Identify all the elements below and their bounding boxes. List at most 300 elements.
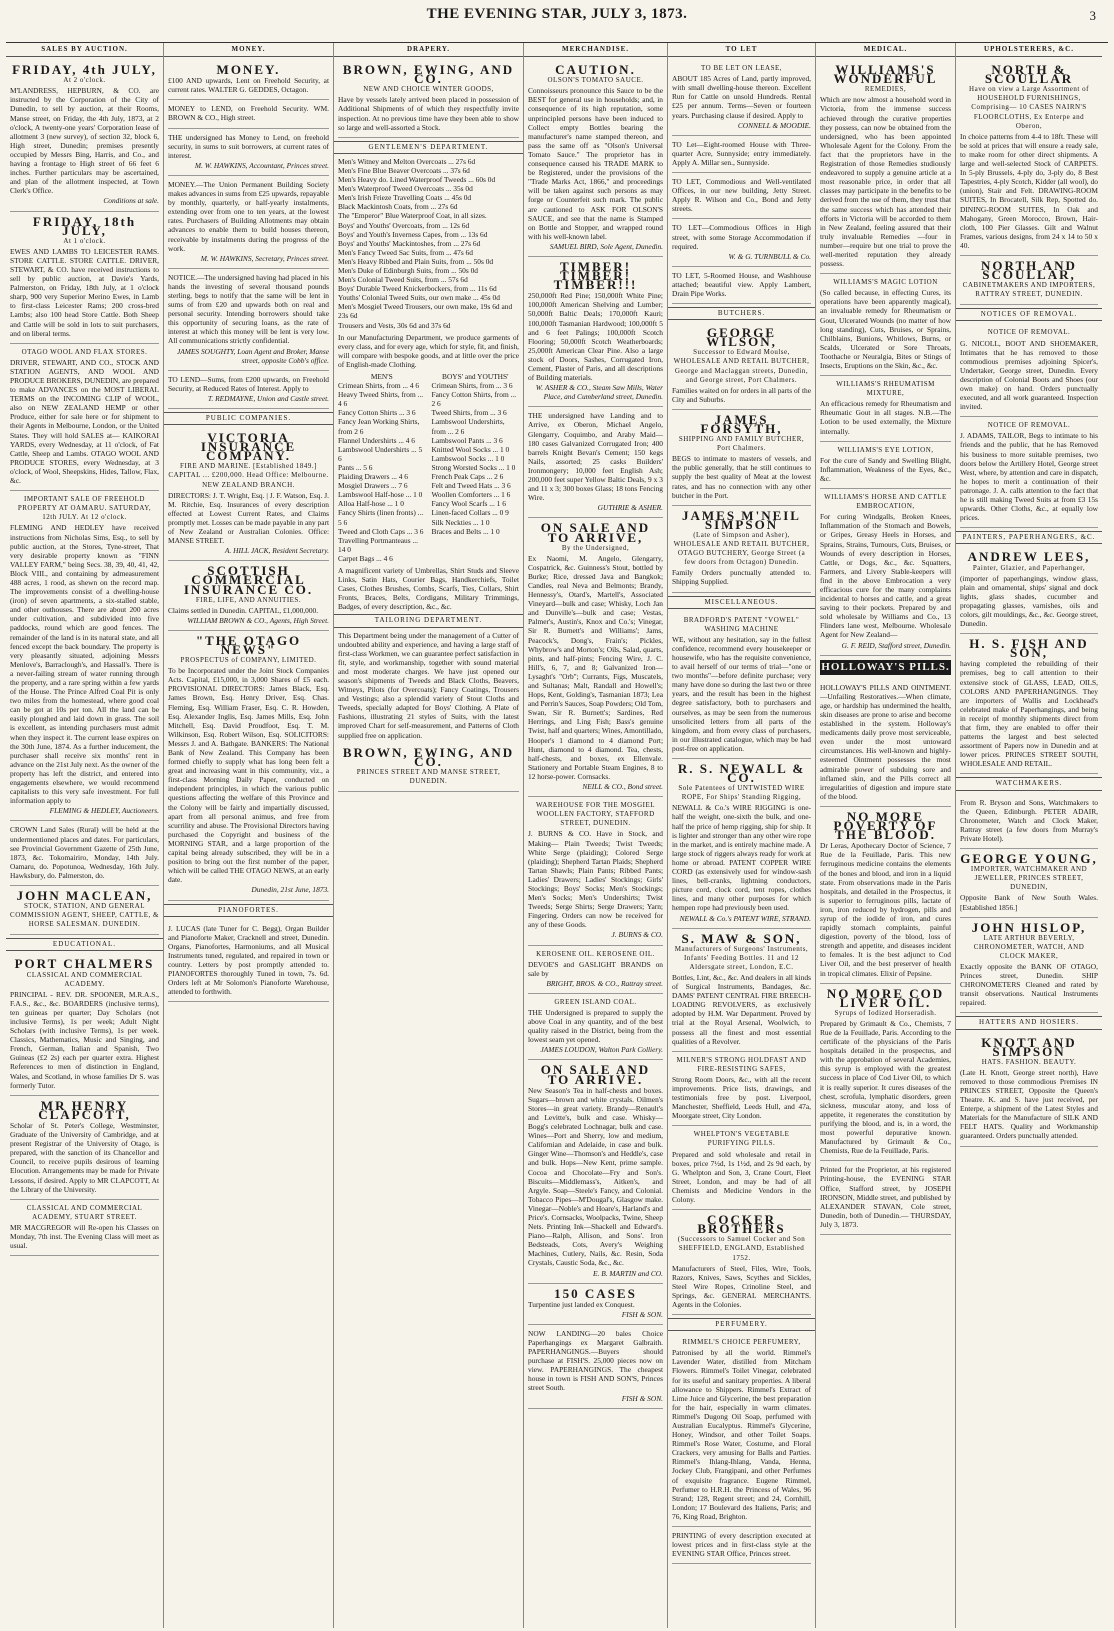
ad-list bbox=[820, 60, 951, 656]
ad-signature: Conditions at sale. bbox=[103, 196, 159, 206]
ad-body: PRINCIPAL - REV. DR. SPOONER, M.R.A.S., F.A.S., &c., &c. BOARDERS (inclusive terms), ten guineas per quarter; Day Scholars (not inclusive Terms), 1s per week; Adult Night Scholars (with inclusive Terms), 1s per week. Classics, Mathematics, Music and Singing, and French, German, Italian and Spanish, Two Guineas (£2 2s) each per quarter extra. Highest References to men of distinction in England, Wales, and Scotland, in whose families Dr S. was formerly Tutor. bbox=[10, 989, 159, 1090]
list-item: Lambswool Undershirts, from ... 2 6 bbox=[431, 417, 505, 436]
list-item: Carpet Bags ... 4 6 bbox=[338, 553, 393, 563]
advertisement bbox=[820, 60, 951, 274]
ad-body: HOLLOWAY'S PILLS AND OINTMENT.—Unfailing Restoratives.—When climate, age, or hardship has undermined the health, skin diseases are prone to arise and become established in the system. Holloway's medicaments daily prove most serviceable, even under the most untoward circumstances. His well-known and highly-esteemed Ointment possesses the most admirable power of subduing sore and inflamed skin, and the Pills correct all irregularities of digestion and impure state of the blood. bbox=[820, 682, 951, 801]
ad-headline: 150 CASES bbox=[554, 1285, 637, 1301]
advertisement bbox=[672, 219, 811, 266]
advertisement bbox=[960, 918, 1098, 1014]
paragraph: This Department being under the management of a Cutter of undoubted ability and experience, and having a large staff of first-class Workmen, we can guarantee perfect satisfaction in fit, style, and workmanship, together with sound material and most moderate charges. We have just opened our season's shipments of Tweeds and Black Cloths, Beavers, Witneys, Pilots (for Overcoats); Fancy Coatings, Trousers and Vestings; also a splendid variety of Stout Cloths and Tweeds, specially adapted for Boys' Clothing. A Plate of Fashions, illustrating 21 styles of Suits, with the latest improved Chart for self-measurement, and Patterns of Cloth supplied free on application. bbox=[338, 630, 519, 740]
ad-headline: FRIDAY, 18th JULY, bbox=[32, 213, 137, 238]
ad-headline: VICTORIA INSURANCE COMPANY. bbox=[200, 430, 297, 464]
ad-body: 250,000ft Red Pine; 150,000ft White Pine; 100,000ft American Shelving and Lumber; 50,000ft Baltic Deals; 170,000ft Kauri; 100,000ft Tasmanian Hardwood; 100,000ft 5 and 6 feet Palings; 100,000ft Scotch Flooring; 50,000ft Scotch Weatherboards; 25,000ft American Clear Pine. Also a large stock of Doors, Sashes, Corrugated Iron, Cement, Plaster of Paris, and all descriptions of Building materials. bbox=[528, 291, 663, 383]
ad-body: Dr Leras, Apothecary Doctor of Science, 7 Rue de la Feuillade, Paris. This new ferruginous medicine contains the elements of the bones and blood, and iron in a liquid state. From observations made in the Paris hospitals, and detailed in the Prospectus, it is superior to ferruginous pills, lactate of iron, iron reduced by hydrogen, pills and syrup of the iodide of iron, and cures rapidly stomach complaints, painful digestion, poverty of the blood, loss of strength and appetite, and diseases incident to females. It is the best adjunct to Cod Liver Oil, and the best preserver of health in tropical climates. Elixir of Pepsine. bbox=[820, 841, 951, 978]
advertisement bbox=[10, 60, 159, 211]
advertisement bbox=[960, 634, 1098, 774]
ad-signature: A. HILL JACK, Resident Secretary. bbox=[224, 546, 329, 556]
boys-items bbox=[432, 381, 520, 536]
ad-signature: W. ASHER & CO., Steam Saw Mills, Water Place, and Cumberland street, Dunedin. bbox=[535, 383, 663, 402]
advertisement bbox=[168, 631, 329, 901]
ad-body: TO LET, 5-Roomed House, and Washhouse attached; beautiful view. Apply Lambert, Drain Pipe Works. bbox=[672, 270, 811, 298]
ad-body: TO LET—Commodious Offices in High street, with some Storage Accommodation if required. bbox=[672, 223, 811, 251]
ad-body: BEGS to intimate to masters of vessels, and the public generally, that he still continues to supply the best quality of Meat at the lowest rates, and has no connection with any other butcher in the Port. bbox=[672, 454, 811, 500]
list-item: Knitted Wool Socks ... 1 0 bbox=[431, 444, 510, 454]
ad-caption: PROSPECTUS of COMPANY, LIMITED. bbox=[180, 656, 317, 665]
advertisement bbox=[168, 428, 329, 561]
ad-body: Family Orders punctually attended to. Shipping Supplied. bbox=[672, 568, 811, 587]
ad-caption: IMPORTANT SALE OF FREEHOLD PROPERTY AT OAMARU. SATURDAY, 12th JULY. At 12 o'clock. bbox=[17, 495, 152, 522]
section-heading: SALES BY AUCTION. bbox=[6, 43, 163, 57]
advertisement bbox=[820, 442, 951, 489]
ad-headline: WILLIAMS'S WONDERFUL bbox=[833, 62, 938, 87]
ad-body: PRINTING of every description executed at lowest prices and in first-class style at the EVENING STAR Office, Princes street. bbox=[672, 1531, 811, 1559]
ad-headline: ANDREW LEES, bbox=[967, 549, 1091, 565]
ad-headline: GEORGE YOUNG, bbox=[960, 851, 1098, 867]
list-item: Felt and Tweed Hats ... 3 6 bbox=[431, 481, 511, 491]
advertisement bbox=[528, 1325, 663, 1409]
ad-body: TO LET, Commodious and Well-ventilated Offices, in our new building, Jetty Street. Apply R. Wilson and Co., Bond and Jetty streets. bbox=[672, 177, 811, 214]
section-heading: DRAPERY. bbox=[334, 43, 523, 57]
ad-headline: NO MORE COD LIVER OIL. bbox=[826, 985, 945, 1010]
ad-signature: G. F. REID, Stafford street, Dunedin. bbox=[841, 640, 951, 650]
ad-body: EWES AND LAMBS TO LEICESTER RAMS. STORE CATTLE. STORE CATTLE. DRIVER, STEWART, & CO. have received instructions to sell by public auction, at Davie's Yards, Palmerston, on Friday, 18th July, at 1 o'clock sharp, 900 very Superior Merino Ewes, in Lamb to first-class Leicester Rams; 200 cross-bred Lambs; also 100 head Store Cattle. Both Sheep and Cattle will be sold in lots to suit purchasers, and on liberal terms. bbox=[10, 246, 159, 338]
table-heading: BOYS' and YOUTHS' bbox=[442, 372, 509, 381]
ad-headline: S. MAW & SON, bbox=[681, 930, 802, 946]
ad-signature: GUTHRIE & ASHER. bbox=[597, 503, 663, 513]
column-drapery bbox=[334, 43, 524, 1628]
ad-signature: BRIGHT, BROS. & CO., Rattray street. bbox=[546, 978, 663, 988]
ad-headline: JAMES FORSYTH, bbox=[700, 411, 783, 436]
list-item: French Peak Caps ... 2 6 bbox=[431, 472, 504, 482]
ad-signature: NEILL & CO., Bond street. bbox=[582, 782, 663, 792]
ad-list bbox=[10, 954, 159, 1256]
ad-body: THE undersigned has Money to Lend, on freehold security, in sums to suit borrowers, at current rates of interest. bbox=[168, 132, 329, 160]
ad-list bbox=[672, 1334, 811, 1564]
ad-signature: JAMES LOUDON, Walton Park Colliery. bbox=[540, 1045, 663, 1055]
price-list bbox=[338, 157, 519, 330]
advertisement bbox=[820, 376, 951, 442]
ad-caption: KEROSENE OIL. KEROSENE OIL. bbox=[536, 949, 655, 958]
list-item: Travelling Portmanteaus ... 14 0 bbox=[338, 535, 418, 554]
section-heading: TO LET bbox=[668, 43, 815, 57]
list-item: Men's Fine Blue Beaver Overcoats ... 37s 6d bbox=[338, 165, 470, 175]
ad-body: Exactly opposite the BANK OF OTAGO, Princes street, Dunedin. SHIP CHRONOMETERS Cleaned and rated by transit observations. Nautical Instruments repaired. bbox=[960, 961, 1098, 1008]
ad-body: WE, without any hesitation, say in the fullest confidence, recommend every housekeeper or housewife, who has the requisite convenience, to avail herself of our terms of trial—"one or two months"—before definite purchase; very many have done so during the last two or three years, and the result has been in the highest degree satisfactory, both to purchasers and ourselves, as may be seen from the numerous unsolicited letters from all parts of the kingdom, and from every class of purchasers, in our illustrated catalogue, which may be had post-free on application. bbox=[672, 634, 811, 753]
ad-body: £100 AND upwards, Lent on Freehold Security, at current rates. WALTER G. GEDDES, Octagon. bbox=[168, 76, 329, 95]
list-item: Plaiding Drawers ... 4 6 bbox=[338, 472, 408, 482]
list-item: Men's Heavy do. Lined Waterproof Tweeds ... 60s 0d bbox=[338, 175, 496, 185]
ad-signature: T. REDMAYNE, Union and Castle street. bbox=[207, 393, 329, 403]
advertisement bbox=[528, 257, 663, 407]
column-to-let bbox=[668, 43, 816, 1628]
ad-list bbox=[672, 323, 811, 592]
ad-caption: OLSON'S TOMATO SAUCE. bbox=[547, 76, 644, 85]
ad-caption: IMPORTER, WATCHMAKER AND JEWELLER, PRINCES STREET, DUNEDIN, bbox=[970, 865, 1088, 892]
ad-body: Prepared and sold wholesale and retail in boxes, price 7½d, 1s 1½d, and 2s 9d each, by G. Whelpton and Son, 3, Crane Court, Fleet Street, London, and may be had of all Chemists and Medicine Vendors in the Colony. bbox=[672, 1149, 811, 1205]
list-item: Lambswool Half-hose ... 1 0 bbox=[338, 490, 423, 500]
advertisement bbox=[672, 60, 811, 136]
list-item: Strong Worsted Socks ... 1 0 bbox=[431, 462, 516, 472]
advertisement bbox=[820, 1161, 951, 1235]
ad-body: Opposite Bank of New South Wales. [Established 1856.] bbox=[960, 893, 1098, 912]
ad-headline: GEORGE WILSON, bbox=[706, 325, 777, 350]
ad-caption: Manufacturers of Surgeons' Instruments, Infants' Feeding Bottles. 11 and 12 Aldersgate street, London, E.C. bbox=[674, 944, 809, 971]
ad-list bbox=[960, 60, 1098, 305]
ad-body: Scholar of St. Peter's College, Westminster, Graduate of the University of Cambridge, and at present Registrar of the University of Otago, is prepared, with the sanction of its Chancellor and Council, to receive pupils desirous of learning Elocution. Arrangements may be made for Private Lessons, if desired. Apply to MR CLAPCOTT, At the Library of the University. bbox=[10, 1120, 159, 1194]
ad-body: For curing Windgalls, Broken Knees, Inflammation of the Stomach and Bowels, or Gripes, Greasy Heels in Horses, and Sprains, Strains, Tumours, Cuts, Bruises, or Wounds of every description in Horses, Cattle, or Dogs, &c., &c. Squatters, Farmers, and Livery Stable-keepers will find in the above Embrocation a very efficacious cure for the many complaints incidental to horses and cattle, and a great saving to their pockets. Prepared by and sold wholesale by Williams and Co., 13 Flinders lane west, Melbourne. Wholesale Agent for New Zealand— bbox=[820, 512, 951, 640]
ad-list bbox=[10, 60, 159, 935]
ad-caption: WAREHOUSE FOR THE MOSGIEL WOOLLEN FACTORY, STAFFORD STREET, DUNEDIN. bbox=[535, 801, 656, 828]
advertisement bbox=[672, 1527, 811, 1564]
ad-body: New Season's Tea in half-chests and boxes. Sugars—brown and white crystals. Oilmen's Stores—in great variety. Brandy—Renault's and Levitte's, bulk and case. Whisky—Bogg's celebrated Lochnagar, bulk and case. Wines—Port and Sherry, low and medium, Californian and Adelaide, in case and bulk. Ginger Wine—Thomson's and Heddle's, case and bulk. Hops—New Kent, prime sample. Cocoa and Chocolate—Fry and Son's. Biscuits—Middlemass's, Aitken's, and Argyle. Soap—Steele's Fancy, and Colonial. Tobacco Pipes—M'Dougal's, Glasgow make. Vinegar—Noble's and Hoare's, Harland's and Price's. Cornsacks, Woolpacks, Twine, Sheep Nets. Printing Ink—Shackell and Edward's. Piano—Ralph, Allison, and Sons'. Iron Bedsteads, Cots, Avery's Weighing Machines, Cutlery, Nails, &c. Resin, Soda Crystals, Caustic Soda, &c., &c. bbox=[528, 1085, 663, 1268]
advertisement bbox=[672, 506, 811, 593]
section-heading: UPHOLSTERERS, &C. bbox=[956, 43, 1102, 57]
ad-caption: FIRE, LIFE, AND ANNUITIES. bbox=[195, 595, 302, 604]
ad-signature: CONNELL & MOODIE. bbox=[737, 120, 811, 130]
masthead bbox=[0, 0, 1114, 40]
ad-headline: R. S. NEWALL & CO. bbox=[677, 761, 806, 786]
list-item: Men's Waterproof Tweed Overcoats ... 35s 0d bbox=[338, 184, 473, 194]
ad-headline: SCOTTISH COMMERCIAL INSURANCE CO. bbox=[183, 563, 314, 597]
ad-headline: H. S. FISH AND SON, bbox=[969, 636, 1089, 661]
advertisement bbox=[528, 994, 663, 1061]
section-subheading: WATCHMAKERS. bbox=[956, 777, 1102, 790]
table-heading: MEN'S bbox=[370, 372, 393, 381]
ad-body: Have by vessels lately arrived been placed in possession of Additional Shipments of of which they respectfully invite inspection. At no previous time have they been able to show so large and well-assorted a Stock. bbox=[338, 95, 519, 132]
ad-signature: FLEMING & HEDLEY, Auctioneers. bbox=[49, 806, 159, 816]
advertisement bbox=[960, 417, 1098, 528]
paragraph: In our Manufacturing Department, we produce garments of every class, and for every age, which for style, fit, and finish, will compare with bespoke goods, and at little over the price of English-made Clothing. bbox=[338, 332, 520, 369]
advertisement bbox=[168, 371, 329, 409]
ad-signature: W. & G. TURNBULL & Co. bbox=[728, 251, 811, 261]
section-subheading: EDUCATIONAL. bbox=[6, 938, 163, 951]
advertisement bbox=[528, 946, 663, 994]
ad-body: (importer of paperhangings, window glass, plain and ornamental, ships' signal and dock lights, glass shades, cucumber and propagating glasses, varnishes, oils and colors, gilt mouldings, &c., &c. George street, Dunedin. bbox=[960, 573, 1098, 629]
ad-body: THE undersigned have Landing and to Arrive, ex Oberon, Michael Angelo, Glengarry, Coquimbo, and Araby Maid— 180 cases Galvanized Corrugated Iron; 400 barrels Knight Bevan's Cement; 150 kegs Nails, assorted; 25 casks Builders' Ironmongery; 10,000 feet English Ash; 200,000 feet super Yellow Baltic Deals, 9 x 3 and 11 x 3; 300 boxes Glass; 18 tons Fencing Wire. bbox=[528, 411, 663, 503]
list-item: Men's Mosgiel Tweed Trousers, our own make, 19s 6d and 23s 6d bbox=[338, 302, 513, 321]
advertisement bbox=[10, 886, 159, 935]
ad-caption: By the Undersigned, bbox=[561, 543, 630, 552]
ad-body: NOTICE.—The undersigned having had placed in his hands the investing of several thousand pounds sterling, begs to notify that the same will be lent in sums of from £20 and upwards both on real and personal security. Intending borrowers should take this opportunity of securing loans, as the rate of interest at which this money will be lent is very low. All communications strictly confidential. bbox=[168, 272, 329, 346]
ad-list bbox=[528, 60, 663, 1409]
list-item: Alloa Half-hose ... 1 0 bbox=[338, 499, 404, 509]
ad-caption: Successor to Edward Moulse, WHOLESALE AND RETAIL BUTCHER, George and Maclaggan streets, Dunedin, and George street, Port Chalmers. bbox=[673, 348, 810, 384]
advertisement bbox=[168, 100, 329, 128]
ad-body: CROWN Land Sales (Rural) will be held at the undermentioned places and dates. For particulars, see Provincial Government Gazette of 25th June, 1873, &c. Tokomairiro, Monday, 14th July. Oamaru, do. Popotunoa, Wednesday, 16th July. Hawksbury, do. Palmerston, do. bbox=[10, 825, 159, 880]
list-item: Men's Fancy Tweed Sac Suits, from ... 47s 6d bbox=[338, 247, 473, 257]
list-item: Tweed Shirts, from ... 3 6 bbox=[431, 408, 507, 418]
ad-body: Turpentine just landed ex Conquest. bbox=[528, 1299, 635, 1309]
list-item: Crimean Shirts, from ... 3 6 bbox=[431, 381, 513, 391]
ad-headline: ON SALE AND TO ARRIVE. bbox=[540, 1062, 651, 1087]
column-merchandise bbox=[524, 43, 668, 1628]
advertisement bbox=[820, 679, 951, 807]
section-subheading: PERFUMERY. bbox=[668, 1318, 815, 1331]
advertisement bbox=[10, 1200, 159, 1256]
ad-caption: OTAGO WOOL AND FLAX STORES. bbox=[21, 347, 148, 356]
advertisement bbox=[10, 821, 159, 886]
advertisement bbox=[960, 256, 1098, 305]
ad-signature: J. BURNS & CO. bbox=[611, 930, 663, 940]
advertisement bbox=[820, 274, 951, 376]
ad-body: DIRECTORS: J. T. Wright, Esq. | J. F. Watson, Esq. J. M. Ritchie, Esq. Insurances of every description effected at Lowest Current Rates, and Claims promptly met. Losses can be made payable in any part of New Zealand or Australian Colonies. Office: MANSE STREET. bbox=[168, 490, 329, 546]
ad-list bbox=[168, 920, 329, 1003]
section-subheading: HATTERS AND HOSIERS. bbox=[956, 1016, 1102, 1029]
ad-headline: BROWN, EWING, AND CO. bbox=[342, 744, 515, 769]
ad-list bbox=[960, 1033, 1098, 1147]
ad-caption: Syrups of Iodized Horseradish. bbox=[834, 1008, 937, 1017]
ad-body: In choice patterns from 4-4 to 18ft. These will be sold at prices that will ensure a ready sale, to make room for other direct shipments. A large and well-selected Stock of CARPETS. In 5-ply Brussels, 4-ply do, 3-ply do, 8 Best Tapestries, 4-ply Scotch, Kidder (all wool), do (union), Stair and Felt. DRAWING-ROOM SUITES, In Brocatell, Silk Rep, Spotted do. DINING-ROOM SUITES, In Oak and Mahogany, Green Morocco, Brown, Hair-cloth, 100 Pier Glasses. Gilt and Walnut Frames, various designs, from 24 x 14 to 50 x 40. bbox=[960, 131, 1098, 250]
ad-body: Strong Room Doors, &c., with all the recent improvements. Price lists, drawings, and testimonials free by post. Liverpool, Manchester, Sheffield, Leeds Hull, and 47a, Moorgate street, City London. bbox=[672, 1074, 811, 1121]
ad-body: MONEY.—The Union Permanent Building Society makes advances in sums from £25 upwards, repayable by monthly, quarterly, or half-yearly instalments, extending over from one to ten years, at the lowest rates. Purchasers of Building Allotments may obtain advances to enable them to build houses thereon, receivable by instalments during the progress of the work. bbox=[168, 179, 329, 253]
list-item: Fancy Wool Scarfs ... 1 6 bbox=[431, 499, 506, 509]
ad-caption: STOCK, STATION, AND GENERAL COMMISSION AGENT, SHEEP, CATTLE, & HORSE SALESMAN. DUNEDIN. bbox=[10, 902, 159, 929]
advertisement bbox=[672, 410, 811, 506]
ad-body: DRIVER, STEWART, AND CO., STOCK AND STATION AGENTS, AND WOOL AND PRODUCE BROKERS, DUNEDIN, are prepared to make ADVANCES on the MOST LIBERAL TERMS on the INCOMING CLIP of WOOL, also on NEW ZEALAND HEMP or other Produce, either for sale here or for shipment to their Agents in Melbourne, London, or the United States. They will hold SALES at— KAIKORAI YARDS, every Wednesday, at 11 o'clock, of Fat Cattle, Sheep and Lambs. OTAGO WOOL AND PRODUCE STORES, every Wednesday, at 3 o'clock, of Wool, Sheepskins, Hides, Tallow, Flax, &c. bbox=[10, 357, 159, 486]
list-item: The "Emperor" Blue Waterproof Coat, in all sizes. bbox=[338, 211, 487, 221]
list-item: Youths' Colonial Tweed Suits, our own make ... 45s 0d bbox=[338, 293, 500, 303]
ad-headline: FRIDAY, 4th JULY, bbox=[12, 62, 157, 78]
section-heading: MERCHANDISE. bbox=[524, 43, 667, 57]
advertisement bbox=[168, 176, 329, 269]
list-item: Flannel Undershirts ... 4 6 bbox=[338, 435, 415, 445]
ad-headline: BROWN, EWING, AND CO. bbox=[342, 62, 515, 87]
ad-body: FLEMING AND HEDLEY have received instructions from Nicholas Sims, Esq., to sell by public auction, at the Stores, Tyne-street, That very desirable property known as "FINN VALLEY FARM," being Secs. 38, 39, 40, 41, 42, Block VIII., and containing by admeasurement 488 acres, 1 rood, as shewn on the record map. The improvements consist of a dwelling-house (iron) of seven apartments, a six-stalled stable, and other outhouses. There are about 200 acres under cultivation, and subdivided into five paddocks, round which are good fences. The remainder of the land is in its natural state, and all fenced except the back boundary. The property is very pleasantly situated, adjoining Messrs Menlove's, Barraclough's, and Hassall's. There is a never-failing stream of water running through the property, and a rare spring within a few yards of the House. The Prince Alfred Coal Pit is only two miles from the homestead, where good coal can be got at 10s per ton. All the land can be easily ploughed and laid down in grass. The soil is excellent, as intending purchasers must admit when they inspect it. The current lease expires on the 30th June, 1874. As a further inducement, the purchaser shall receive six months' rent in advance on the 21st July next. As the owner of the property has left the district, and entered into engagements elsewhere, we would recommend capitalists to this very safe investment. For full information apply to bbox=[10, 523, 159, 806]
ad-body: G. NICOLL, BOOT AND SHOEMAKER, Intimates that he has removed to those commodious premises adjoining Spicer's, Undertaker, George street, Dunedin. Every description of Colonial Boots and Shoes (our own make) on hand. Orders punctually executed, and all work guaranteed. Inspection invited. bbox=[960, 338, 1098, 412]
mens-list bbox=[338, 372, 426, 563]
list-item: Mosgiel Drawers ... 7 6 bbox=[338, 481, 408, 491]
list-item: Men's Colonial Tweed Suits, from ... 57s 6d bbox=[338, 275, 468, 285]
ad-headline: KNOTT AND SIMPSON bbox=[981, 1034, 1077, 1059]
boys-list bbox=[432, 372, 520, 563]
advertisement bbox=[672, 759, 811, 929]
advertisement bbox=[960, 547, 1098, 634]
ad-caption: FIRE AND MARINE. [Established 1849.] CAPITAL ... £200,000. Head Office: Melbourne. NEW ZEALAND BRANCH. bbox=[168, 462, 329, 489]
ad-list bbox=[168, 428, 329, 900]
ad-body: Connoisseurs pronounce this Sauce to be the BEST for general use in households; and, in consequence of its high reputation, some unprincipled persons have been induced to Collect empty Bottles bearing the manufacturer's name stamped thereon, and pass the same off as "Olson's Universal Tomato Sauce." The proprietor has in consequence caused his TRADE MARK to be Registered, under the provisions of the "Trade Marks Act, 1866," and proceedings will be taken against such persons as may forge or Counterfeit such mark. The public are cautioned to ASK FOR OLSON'S SAUCE, and see that the name is Stamped on Bottle and Stopper, and wrapped round with his well-known label. bbox=[528, 86, 663, 241]
ad-body: TO LEND—Sums, from £200 upwards, on Freehold Security, at Reduced Rates of Interest. Apply to bbox=[168, 374, 329, 393]
ad-caption: (Late of Simpson and Asher), WHOLESALE AND RETAIL BUTCHER, OTAGO BUTCHERY, George Street (a few doors from Octagon) Dunedin. bbox=[673, 530, 810, 567]
list-item: Boys' and Youths' Overcoats, from ... 12s 6d bbox=[338, 220, 470, 230]
ad-list bbox=[820, 679, 951, 1235]
ad-caption: WILLIAMS'S RHEUMATISM MIXTURE, bbox=[836, 380, 935, 398]
ad-caption: At 2 o'clock. bbox=[63, 76, 106, 85]
ad-signature: M. W. HAWKINS, Accountant, Princes street. bbox=[194, 160, 329, 170]
list-item: Pants ... 5 6 bbox=[338, 462, 373, 472]
holloways-banner: HOLLOWAY'S PILLS. bbox=[820, 660, 951, 675]
ad-signature: NEWALL & Co.'s PATENT WIRE, STRAND. bbox=[679, 913, 811, 923]
ad-list bbox=[338, 60, 519, 138]
list-item: Fancy Cotton Shirts, from ... 2 6 bbox=[431, 390, 517, 409]
advertisement bbox=[672, 173, 811, 219]
ad-headline: NORTH & SCOULLAR bbox=[984, 62, 1074, 87]
ad-body: J. ADAMS, TAILOR, Begs to intimate to his friends and the public, that he has Removed his business to more suitable premises, two doors below the Artillery Hotel, George street West, where, by attention and care in dispatch, he hopes to merit a continuation of their patronage. J. A. calls attention to the fact that he is still making Tweed Suits at from £3 15s upwards. Other Cloths, &c., at equally low prices. bbox=[960, 431, 1098, 523]
advertisement bbox=[672, 929, 811, 1052]
ad-footer bbox=[338, 743, 519, 792]
advertisement bbox=[168, 561, 329, 631]
list-item: Trousers and Vests, 30s 6d and 37s 6d bbox=[338, 320, 451, 330]
ad-list bbox=[960, 794, 1098, 1014]
list-item: Boys' and Youth's Inverness Capes, from ... 13s 6d bbox=[338, 229, 488, 239]
ad-headline: JOHN HISLOP, bbox=[971, 919, 1087, 935]
advertisement bbox=[672, 1052, 811, 1127]
ad-list bbox=[672, 60, 811, 304]
section-subheading: BUTCHERS. bbox=[668, 307, 815, 320]
ad-body: J. BURNS & CO. Have in Stock, and Making— Plain Tweeds; Twist Tweeds; White Serge (plaiding); Colored Serge (plaiding); Shepherd Tartan Plaids; Shepherd Tartan Shawls; Plain Pants; Ribbed Pants; Ladies' Drawers; Ladies' Stockings; Girls' Stockings; Boys' Socks; Men's Stockings; Men's Socks; Men's Undershirts; Twist Tweeds; Serge Shirts; Serge Drawers; Yarn; Fingering. Orders can now be received for any of these Goods. bbox=[528, 829, 663, 930]
ad-caption: Have on view a Large Assortment of HOUSEHOLD FURNISHINGS, Comprising— 10 CASES NAIRN'S FLOORCLOTHS, Ex Enterpe and Oberon, bbox=[969, 85, 1089, 130]
ad-body: ABOUT 185 Acres of Land, partly improved, with small dwelling-house thereon. Excellent Run for Cattle on unsold Hundreds. Rental £25 per annum. Terms—Seven or fourteen years. Purchasing clause if desired. Apply to bbox=[672, 74, 811, 120]
advertisement bbox=[168, 269, 329, 371]
ad-headline: ON SALE AND TO ARRIVE, bbox=[540, 520, 651, 545]
ad-body: Patronised by all the world. Rimmel's Lavender Water, distilled from Mitcham Flowers. Rimmel's Toilet Vinegar, celebrated for its useful and sanitary properties. A liberal allowance to Shippers. Rimmel's Extract of Lime Juice and Glycerine, the best preparation for the hair, especially in warm climates. Rimmel's Dugong Oil Soap, perfumed with Australian Eucalyptus. Rimmel's Glycerine, Honey, Windsor, and other Toilet Soaps. Rimmel's Rose Water, Costume, and Floral Crackers, very amusing for Balls and Parties. Rimmel's Ihlang-Ihlang, Vanda, Henna, Jockey Club, Frangipani, and other Perfumes of exquisite fragrance. Eugene Rimmel, Perfumer to H.R.H. the Princess of Wales, 96 Strand; 128, Regent street; and 24, Cornhill, London; 17 Boulevard des Italiens, Paris; and 76, King Road, Brighton. bbox=[672, 1348, 811, 1521]
paragraph: A magnificent variety of Umbrellas, Shirt Studs and Sleeve Links, Satin Hats, Courier Bags, Handkerchiefs, Toilet Cases, Clothes Brushes, Combs, Scarfs, Ties, Collars, Shirt Fronts, Braces, Belts, Cordigans, Military Trimmings, Badges, of every description, &c., &c. bbox=[338, 565, 519, 612]
advertisement bbox=[528, 1060, 663, 1283]
advertisement bbox=[10, 212, 159, 344]
newspaper-title: THE EVENING STAR, JULY 3, 1873. bbox=[426, 6, 688, 22]
ad-body: M'LANDRESS, HEPBURN, & CO. are instructed by the Corporation of the City of Dunedin, to sell by auction, at their Rooms, Manse street, on Friday, the 4th July, 1873, at 2 o'clock, A twenty-one years' Corporation lease of allotment 3 (new survey), of section 32, block 6, High street, Dunedin; premises presently occupied by Messrs Bing, Harris, and Co., and having a frontage to High street of 66 feet 6 inches. Further particulars may be ascertained, and plan of the allotment inspected, at Town Clerk's Office. bbox=[10, 86, 159, 196]
mens-items bbox=[338, 381, 426, 563]
ad-list bbox=[960, 324, 1098, 528]
ad-headline: CAUTION. bbox=[555, 62, 636, 78]
ad-body: having completed the rebuilding of their premises, beg to call attention to their extensive stock of GLASS, LEAD, OILS, COLORS AND PAPERHANGINGS. They are importers of Wallis and Lockhead's celebrated make of Paperhangings, and being in receipt of monthly shipments direct from that firm, they are enabled to offer their patterns the largest and best selected assortment of Papers now in Dunedin and at lower prices. PRINCES STREET SOUTH, WHOLESALE AND RETAIL. bbox=[960, 659, 1098, 769]
list-item: Men's Irish Frieze Travelling Coats ... 45s 0d bbox=[338, 193, 472, 203]
advertisement bbox=[672, 267, 811, 304]
advertisement bbox=[10, 954, 159, 1095]
advertisement bbox=[820, 984, 951, 1162]
ad-caption: Painter, Glazier, and Paperhanger, bbox=[972, 563, 1086, 572]
ad-body: J. LUCAS (late Tuner for C. Begg), Organ Builder and Pianoforte Maker, Cracknell and street, Dunedin. Organs, Pianofortes, Harmoniums, and all Musical Instruments tuned, regulated, and repaired in town or country. Letters by post promptly attended to. PIANOFORTES thoroughly Tuned in town, 7s. 6d. Orders left at Mr Solomon's Pianoforte Warehouse, attended to forthwith. bbox=[168, 923, 329, 997]
advertisement bbox=[960, 60, 1098, 256]
ad-body: Which are now almost a household word in Victoria, from the immense success achieved through the curative properties they possess, can now be obtained from the undersigned, who has been appointed Wholesale Agent for the Colony. From the fact that the proprietors have in the Registration of those Remedies studiously endeavored to supply a genuine article at a most reasonable price, in order that all classes may participate in the benefits to be derived from the use of them, they trust that the same success which has attended their efforts in Victoria will be accorded to them in New Zealand, feeling assured that their truly invaluable Remedies —four in number—require but one trial to prove the well-merited reputation they already possess. bbox=[820, 95, 951, 269]
section-heading: MONEY. bbox=[164, 43, 333, 57]
advertisement bbox=[168, 60, 329, 100]
ad-signature: M. W. HAWKINS, Secretary, Princes street. bbox=[200, 253, 329, 263]
ad-headline: PORT CHALMERS bbox=[14, 956, 155, 972]
advertisement bbox=[10, 491, 159, 821]
ad-headline: NO MORE POVERTY OF THE BLOOD. bbox=[833, 808, 938, 843]
section-subheading: PAINTERS, PAPERHANGERS, &C. bbox=[956, 531, 1102, 544]
advertisement bbox=[672, 1126, 811, 1210]
column-auction bbox=[6, 43, 164, 1628]
section-subheading: TAILORING DEPARTMENT. bbox=[334, 614, 523, 627]
ad-signature: E. B. MARTIN and CO. bbox=[592, 1268, 663, 1278]
advertisement bbox=[168, 920, 329, 1003]
list-item: Men's Witney and Melton Overcoats ... 27s 6d bbox=[338, 156, 476, 166]
section-subheading: GENTLEMEN'S DEPARTMENT. bbox=[334, 141, 523, 154]
ad-caption: MILNER'S STRONG HOLDFAST AND FIRE-RESISTING SAFES, bbox=[676, 1055, 807, 1073]
ad-caption: WILLIAMS'S EYE LOTION, bbox=[837, 445, 934, 454]
page-number: 3 bbox=[1089, 8, 1096, 23]
ad-body: An efficacious remedy for Rheumatism and Rheumatic Gout in all stages. N.B.—The Lotion to be used externally, the Mixture internally. bbox=[820, 399, 951, 436]
list-item: Fancy Jean Working Shirts, from 2 6 bbox=[338, 417, 420, 436]
advertisement bbox=[672, 1210, 811, 1315]
advertisement bbox=[960, 794, 1098, 849]
section-subheading: PUBLIC COMPANIES. bbox=[164, 412, 333, 425]
ad-caption: BRADFORD'S PATENT "VOWEL" WASHING MACHINE bbox=[683, 615, 800, 633]
advertisement bbox=[528, 407, 663, 518]
ad-caption: (Successors to Samuel Cocker and Son SHEFFIELD, ENGLAND, Established 1752. bbox=[677, 1235, 806, 1262]
list-item: Fancy Cotton Shirts ... 3 6 bbox=[338, 408, 416, 418]
ad-body: TO Let—Eight-roomed House with Three-quarter Acre, Sunnyside; entry immediately. Apply A. Millar sen., Sunnyside. bbox=[672, 139, 811, 167]
ad-body: Manufacturers of Steel, Files, Wire, Tools, Razors, Knives, Saws, Scythes and Sickles, Steel Wire Ropes, Crinoline Steel, and Springs, &c. GENERAL MERCHANTS. Agents in the Colonies. bbox=[672, 1263, 811, 1309]
price-tables bbox=[338, 372, 519, 563]
ad-caption: NEW AND CHOICE WINTER GOODS, bbox=[363, 85, 494, 94]
ad-headline: MONEY. bbox=[216, 62, 281, 78]
ad-headline: "THE OTAGO NEWS" bbox=[195, 632, 302, 657]
section-subheading: NOTICES OF REMOVAL. bbox=[956, 308, 1102, 321]
ad-signature: FISH & SON. bbox=[621, 1393, 663, 1403]
ad-caption: At 1 o'clock. bbox=[63, 236, 106, 245]
ad-body: NEWALL & Co.'s WIRE RIGGING is one-half the weight, one-sixth the bulk, and one-half the price of hemp rigging, ship for ship. It is lighter and stronger than any other wire rope in the market, and is entirely machine made. A large stock of riggers always ready for work at home or abroad. PATENT COPPER WIRE CORD (as extensively used for window-sash lines, bell-cranks, lightning conductors, picture cord, clock cord, tent ropes, clothes lines, and many other purposes for which hempen rope had previously been used. bbox=[672, 803, 811, 913]
ad-body: Ex Naomi, M. Angelo, Glengarry, Cospatrick, &c. Guinness's Stout, bottled by Burke; Rice, dressed Java and Bangkok; Candles, real Neva and Belmonts; Brandy, Hennessy's, Otard's, Martell's, Associated Vineyard—bulk and case; Whisky, Loch Jan and Dunville's—bulk and case; Vestas, Palmer's, Austin's, Knox and Co.'s; Vinegar, Sir R. Burnett's and Williams'; Jams, Peacock's, Dong's, Frain's; Pickles, Whybrow's and Morton's; Oils, Salad, quarts, pints, and half-pints; Fencing Wire, J. C. Hill's, 6, 7, and 8; Galvanized Iron—Lysaght's "Orb"; Currants, Figs, Muscatels, and Sultanas; Malt, Randall and Howell's; Hops, Kent, Golding's, Tasmanian 1873; Lea and Perrin's Sauces, Soap Powders; Old Tom, Swan, Sir R. Burnett's; Sardines, Red Herrings, and Ling Fish; Bass's genuine Twist, half and quarters; Wines, Amontillado, Hooper's 1 diamond to 4 diamond Port; Hunt, diamond to 4 diamond. Tea, chests, half-chests, and boxes, ex Ellenvale. Stationery and Portable Steam Engines, 8 to 12 horse-power. Cornsacks. bbox=[528, 553, 663, 781]
list-item: Boys' Durable Tweed Knickerbockers, from ... 11s 6d bbox=[338, 284, 497, 294]
list-item: Fancy Shirts (linen fronts) ... 5 6 bbox=[338, 508, 424, 527]
ad-body: MR MACGREGOR will Re-open his Classes on Monday, 7th inst. The Evening Class will meet as usual. bbox=[10, 1222, 159, 1251]
ad-body: Prepared by Grimault & Co., Chemists, 7 Rue de la Feuillade, Paris. According to the certificate of the physicians of the Paris hospitals detailed in the prospectus, and with the approbation of several Academies, this syrup is employed with the greatest success in place of Cod Liver Oil, to which it is really superior. It cures diseases of the chest, scrofula, lymphatic disorders, green sickness, muscular atony, and loss of appetite, it regenerates the constitution by purifying the blood, and is, in a word, the most powerful depurative known. Manufactured by Grimault & Co., Chemists, Rue de la Feuillade, Paris. bbox=[820, 1018, 951, 1156]
list-item: Crimean Shirts, from ... 4 6 bbox=[338, 381, 420, 391]
ad-body: From R. Bryson and Sons, Watchmakers to the Queen, Edinburgh. PETER ADAIR, Chronometer, Watch and Clock Maker, Rattray street (a few doors from Murray's Private Hotel). bbox=[960, 797, 1098, 843]
ad-headline: COCKER BROTHERS bbox=[697, 1212, 786, 1237]
list-item: Silk Neckties ... 1 0 bbox=[431, 517, 490, 527]
ad-body: Printed for the Proprietor, at his registered Printing-house, the EVENING STAR Office, Stafford street, by JOSEPH IRONSON, Middle street, and published by ALEXANDER STAVAN, Cole street, Dunedin, both of Dunedin.— THURSDAY, July 3, 1873. bbox=[820, 1165, 951, 1229]
section-subheading: PIANOFORTES. bbox=[164, 904, 333, 917]
advertisement bbox=[528, 60, 663, 257]
ad-body: For the cure of Sandy and Swelling Blight, Inflammation, Weakness of the Eyes, &c., &c. bbox=[820, 455, 951, 483]
ad-caption: NOTICE OF REMOVAL. bbox=[987, 421, 1071, 430]
advertisement bbox=[960, 1033, 1098, 1147]
advertisement bbox=[672, 612, 811, 759]
ad-signature: Dunedin, 21st June, 1873. bbox=[251, 885, 329, 895]
ad-headline: TIMBER! TIMBER! TIMBER!!! bbox=[553, 258, 638, 293]
list-item: Heavy Tweed Shirts, from ... 4 6 bbox=[338, 390, 424, 409]
section-subheading: MISCELLANEOUS. bbox=[668, 596, 815, 609]
ad-signature: SAMUEL BIRD, Sole Agent, Dunedin. bbox=[549, 241, 663, 251]
ad-body: To be Incorporated under the Joint Stock Companies Acts. Capital, £15,000, in 3,000 Shares of £5 each. PROVISIONAL DIRECTORS: James Black, Esq. James Brown, Esq. Henry Driver, Esq. Chas. Fleming, Esq. William Fraser, Esq. C. R. Howden, Esq. Alexander Inglis, Esq. James Mills, Esq. John Mitchell, Esq. David Proudfoot, Esq. T. M. Wilkinson, Esq. Robert Wilson, Esq. SOLICITORS: Messrs J. and A. Bathgate. BANKERS: The National Bank of New Zealand. This Company has been formed chiefly to supply what has long been felt a great and increasing want in this community, viz., a first-class Morning Daily Paper, conducted on independent principles, in which the various public questions affecting the welfare of this Province and the Colony will be fairly and impartially discussed, apart from all personal animus, and free from scurrility and abuse. The Provisional Directors having purchased the Copyright and business of the MORNING STAR, and a large proportion of the capital being already subscribed, they will be in a position to bring out the first number of the paper, which will be called THE OTAGO NEWS, at an early date. bbox=[168, 666, 329, 885]
advertisement bbox=[10, 1096, 159, 1200]
advertisement bbox=[10, 344, 159, 491]
list-item: Men's Heavy Ribbed and Plain Suits, from ... 50s 0d bbox=[338, 256, 494, 266]
column-upholsterers bbox=[956, 43, 1102, 1628]
ad-headline: NORTH AND SCOULLAR, bbox=[981, 257, 1077, 283]
ad-caption: WILLIAMS'S HORSE AND CATTLE EMBROCATION, bbox=[824, 493, 947, 511]
ad-headline: JOHN MACLEAN, bbox=[16, 887, 153, 903]
ad-list bbox=[672, 612, 811, 1315]
ad-caption: GREEN ISLAND COAL. bbox=[554, 997, 637, 1006]
ad-caption: NOTICE OF REMOVAL. bbox=[987, 328, 1071, 337]
ad-body: (Late H. Knott, George street north), Have removed to those commodious Premises IN PRINCES STREET, Opposite the Queen's Theatre. K. and S. have just received, per Enterpe, a shipment of the Latest Styles and Materials for the Manufacture of SILK AND FELT HATS. Quality and Workmanship guaranteed. Orders punctually attended. bbox=[960, 1067, 1098, 1141]
ad-body: DEVOE'S and GASLIGHT BRANDS on sale by bbox=[528, 959, 663, 978]
ad-headline: MR HENRY CLAPCOTT, bbox=[38, 1097, 131, 1122]
ad-caption: WILLIAMS'S MAGIC LOTION bbox=[833, 278, 938, 287]
ad-caption: CABINETMAKERS AND IMPORTERS, RATTRAY STREET, DUNEDIN. bbox=[962, 281, 1096, 299]
advertisement bbox=[672, 323, 811, 410]
list-item: Lambswool Pants ... 3 6 bbox=[431, 435, 503, 445]
ad-caption: SHIPPING AND FAMILY BUTCHER, Port Chalmers. bbox=[678, 435, 805, 453]
advertisement bbox=[338, 60, 519, 138]
advertisement bbox=[672, 1334, 811, 1527]
ad-caption: REMEDIES, bbox=[864, 85, 907, 94]
ad-signature: JAMES SOUGHTY, Loan Agent and Broker, Manse street, opposite Cobb's office. bbox=[176, 346, 329, 365]
advertisement bbox=[960, 324, 1098, 417]
ad-caption: CLASSICAL AND COMMERCIAL ACADEMY, STUART STREET. bbox=[26, 1203, 143, 1221]
advertisement bbox=[820, 807, 951, 984]
list-item: Tweed and Cloth Caps ... 3 6 bbox=[338, 526, 424, 536]
ad-signature: WILLIAM BROWN & CO., Agents, High Street. bbox=[187, 615, 329, 625]
ad-caption: CLASSICAL AND COMMERCIAL ACADEMY. bbox=[26, 970, 143, 988]
ad-body: Bottles, Lint, &c., &c. And dealers in all kinds of Surgical Instruments, Bandages, &c. DAMS' PATENT CENTRAL FIRE BREECH-LOADING REVOLVERS, as exclusively adopted by H.M. War Department. Proved by trial at the Royal Arsenal, Woolwich, to possess all the finest and most essential qualities of a Revolver. bbox=[672, 972, 811, 1046]
newspaper-columns bbox=[6, 42, 1108, 1628]
ad-headline: JAMES M'NEIL SIMPSON bbox=[682, 507, 801, 532]
